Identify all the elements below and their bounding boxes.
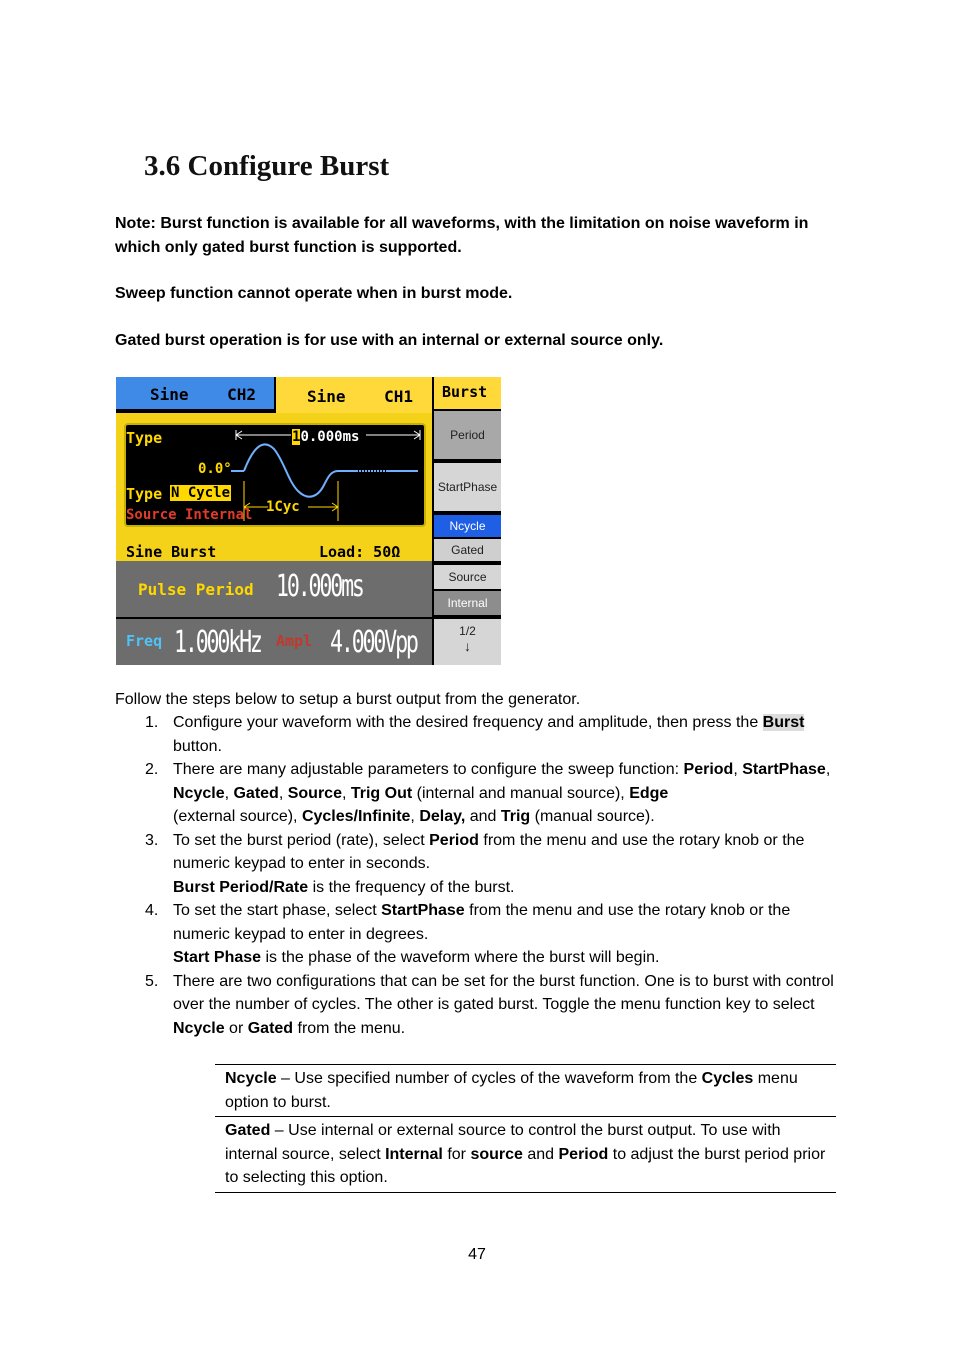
ncycle-label: N Cycle: [171, 485, 231, 501]
steps-list: [115, 711, 835, 1040]
menu-page-label: 1/2: [459, 624, 476, 638]
definition-gated: Gated – Use internal or external source to control the burst output. To use with internal source, select Internal for source and Period to adjust the burst period prior to selecting this option.: [215, 1117, 836, 1193]
table-row: [215, 1117, 836, 1193]
burst-screen-screenshot: [116, 377, 501, 665]
pulse-period-row: [116, 561, 432, 617]
menu-title: Burst: [434, 377, 501, 409]
menu-item-gated[interactable]: Gated: [434, 539, 501, 561]
table-row: [215, 1065, 836, 1117]
ampl-value: 4.000Vpp: [330, 625, 417, 660]
cycles-readout: 1Cyc: [266, 499, 300, 515]
type-label-2: Type: [126, 485, 163, 503]
list-item: 2. There are many adjustable parameters to configure the sweep function: Period, StartPhase, Ncycle, Gated, Source, Trig Out (internal and manual source), Edge (external source), Cycles/Infinite, Delay, and Trig (manual source).: [145, 761, 831, 825]
note-burst-availability: Note: Burst function is available for all waveforms, with the limitation on noise waveform in which only gated burst function is supported.: [115, 215, 809, 256]
list-item: 3. To set the burst period (rate), select Period from the menu and use the rotary knob or the numeric keypad to enter in seconds. Burst Period/Rate is the frequency of the burst.: [145, 831, 805, 896]
note-gated: Gated burst operation is for use with an internal or external source only.: [115, 332, 664, 349]
menu-item-source[interactable]: Source: [434, 565, 501, 589]
list-item: 5. There are two configurations that can be set for the burst function. One is to burst with control over the number of cycles. The other is gated burst. Toggle the menu function key to select Ncycle or Gated from the menu.: [145, 972, 834, 1037]
note-sweep: Sweep function cannot operate when in burst mode.: [115, 285, 513, 302]
list-item: 1. Configure your waveform with the desired frequency and amplitude, then press the Burst button.: [145, 714, 805, 755]
ch1-tab: Sine CH1: [276, 377, 432, 413]
ch2-tab: Sine CH2: [116, 377, 274, 409]
menu-item-ncycle[interactable]: Ncycle: [434, 515, 501, 537]
pulse-period-value: 10.000ms: [276, 569, 363, 604]
freq-value: 1.000kHz: [174, 625, 261, 660]
menu-item-period[interactable]: Period: [434, 411, 501, 459]
period-readout: 0.000ms: [300, 429, 360, 445]
definitions-table: [215, 1064, 836, 1193]
status-mode: Sine Burst: [126, 543, 217, 561]
definition-ncycle: Ncycle – Use specified number of cycles of the waveform from the Cycles menu option to burst.: [215, 1065, 836, 1117]
list-item: 4. To set the start phase, select StartPhase from the menu and use the rotary knob or the numeric keypad to enter in degrees. Start Phase is the phase of the waveform where the burst will begin.: [145, 902, 791, 966]
intro-text: Follow the steps below to setup a burst output from the generator.: [115, 691, 581, 708]
type-label: Type: [126, 429, 163, 447]
status-load: Load: 50Ω: [319, 543, 401, 561]
pulse-period-label: Pulse Period: [138, 580, 254, 599]
waveform-display: Type 10.000ms 0.0° Type N Cycle Source Internal 1Cyc: [124, 423, 426, 527]
menu-item-page[interactable]: [434, 619, 501, 665]
waveform-panel: [116, 413, 432, 561]
menu-item-startphase[interactable]: StartPhase: [434, 463, 501, 511]
page-number: 47: [468, 1246, 486, 1263]
section-heading: 3.6 Configure Burst: [144, 150, 390, 182]
source-internal-label: Source Internal: [126, 507, 253, 523]
freq-label: Freq: [126, 632, 163, 650]
down-arrow-icon: ↓: [464, 638, 471, 654]
ampl-label: Ampl: [276, 632, 313, 650]
menu-item-internal[interactable]: Internal: [434, 591, 501, 615]
freq-ampl-row: [116, 619, 432, 665]
phase-readout: 0.0°: [198, 461, 232, 477]
